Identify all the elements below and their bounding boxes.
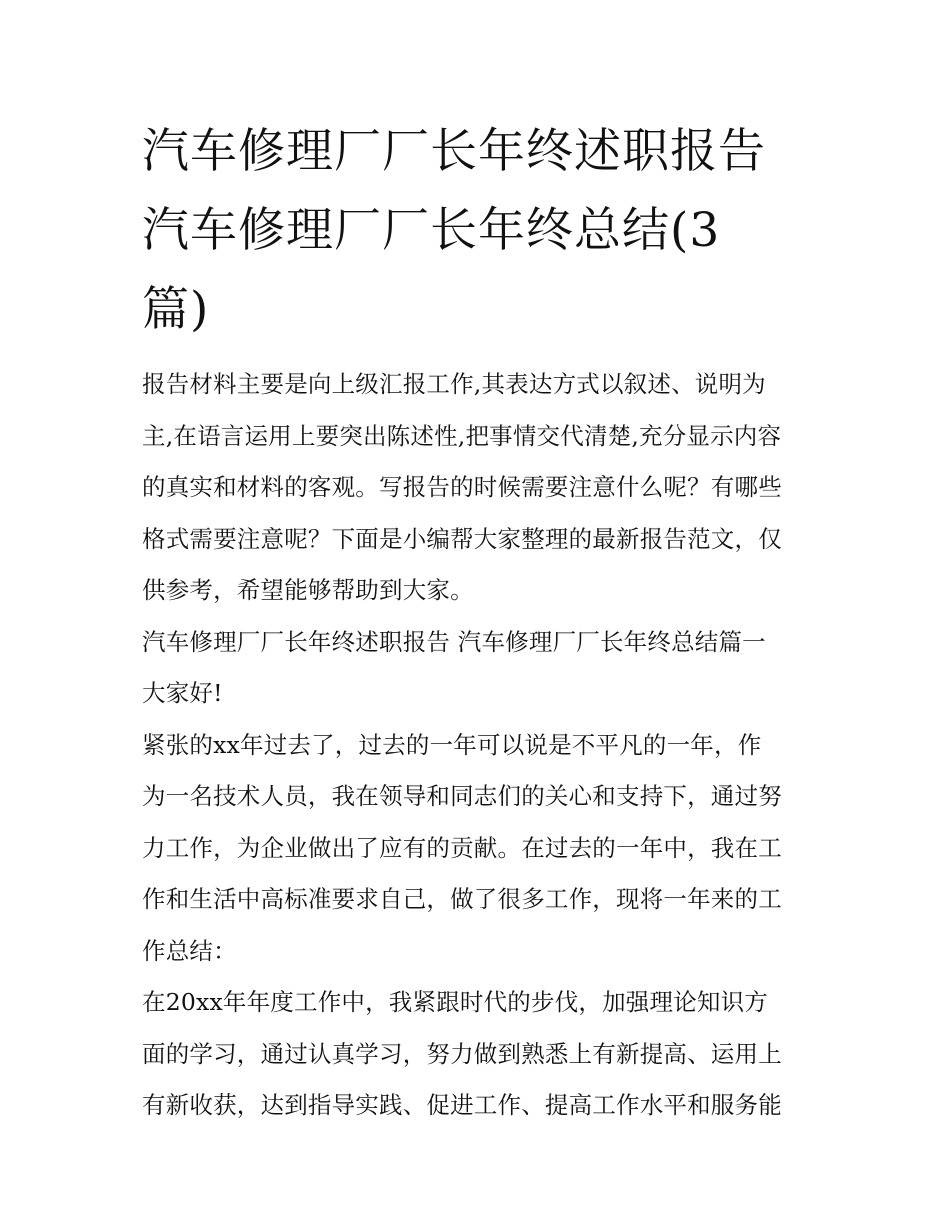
- text-line: 供参考，希望能够帮助到大家。: [142, 576, 474, 604]
- text-line: 作和生活中高标准要求自己，做了很多工作，现将一年来的工: [142, 885, 782, 913]
- text-line: 格式需要注意呢？下面是小编帮大家整理的最新报告范文，仅: [142, 524, 782, 553]
- greeting: [142, 668, 814, 720]
- document-title: [142, 112, 814, 349]
- text-line: 在20xx年年度工作中，我紧跟时代的步伐，加强理论知识方: [142, 988, 769, 1016]
- body-paragraph-1: [142, 720, 814, 978]
- title-line: 汽车修理厂厂长年终总结(3: [142, 203, 721, 258]
- text-line: 大家好!: [142, 679, 223, 707]
- intro-paragraph: [142, 359, 814, 617]
- text-line: 面的学习，通过认真学习，努力做到熟悉上有新提高、运用上: [142, 1039, 782, 1068]
- text-line: 主,在语言运用上要突出陈述性,把事情交代清楚,充分显示内容: [142, 421, 782, 450]
- title-line: 汽车修理厂厂长年终述职报告: [142, 124, 766, 179]
- text-line: 的真实和材料的客观。写报告的时候需要注意什么呢？有哪些: [142, 473, 782, 501]
- document-page: [142, 112, 814, 1132]
- text-line: 作总结：: [142, 936, 237, 965]
- text-line: 为一名技术人员，我在领导和同志们的关心和支持下，通过努: [142, 782, 782, 810]
- text-line: 汽车修理厂厂长年终述职报告 汽车修理厂厂长年终总结篇一: [142, 627, 766, 656]
- text-line: 紧张的xx年过去了，过去的一年可以说是不平凡的一年，作: [142, 730, 762, 759]
- body-paragraph-2: [142, 977, 814, 1132]
- text-line: 力工作，为企业做出了应有的贡献。在过去的一年中，我在工: [142, 833, 782, 862]
- section-heading: [142, 617, 814, 669]
- text-line: 有新收获，达到指导实践、促进工作、提高工作水平和服务能: [142, 1091, 782, 1119]
- title-line: 篇): [142, 282, 210, 337]
- text-line: 报告材料主要是向上级汇报工作,其表达方式以叙述、说明为: [142, 370, 766, 398]
